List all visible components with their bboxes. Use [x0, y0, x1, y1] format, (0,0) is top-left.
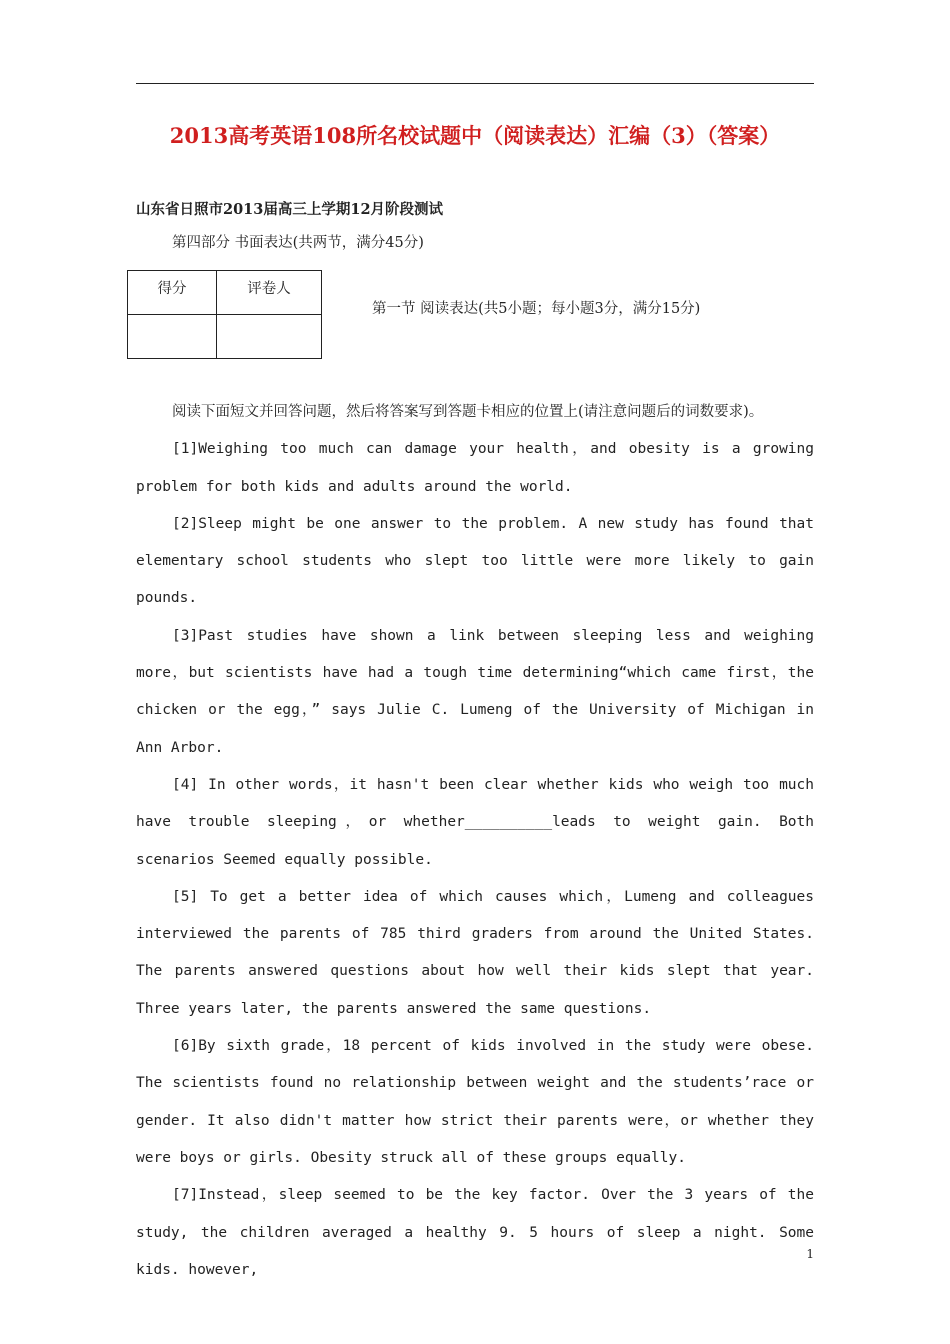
part-four-heading: 第四部分 书面表达(共两节，满分45分): [172, 235, 424, 251]
reading-passage: [136, 394, 814, 1289]
page-title: 2013高考英语108所名校试题中（阅读表达）汇编（3）（答案）: [169, 123, 781, 148]
school-heading: 山东省日照市2013届高三上学期12月阶段测试: [136, 201, 444, 218]
score-header: 得分: [128, 271, 217, 315]
grader-cell[interactable]: [217, 315, 322, 359]
score-box: [127, 270, 322, 359]
paragraph-6: [6]By sixth grade，18 percent of kids involved in the study were obese. The scientists found no relationship between weight and the students’race or gender. It also didn't matter how strict their parents were，or whether they were boys or girls. Obesity struck all of these groups equally.: [136, 1038, 814, 1166]
instruction-text: 阅读下面短文并回答问题，然后将答案写到答题卡相应的位置上(请注意问题后的词数要求)。: [172, 404, 764, 420]
page-number: 1: [806, 1247, 814, 1261]
score-cell[interactable]: [128, 315, 217, 359]
top-rule: [136, 83, 814, 84]
paragraph-5: [5] To get a better idea of which causes which，Lumeng and colleagues interviewed the parents of 785 third graders from around the United States. The parents answered questions about how well their kids slept that year. Three years later, the parents answered the same questions.: [136, 888, 814, 1017]
paragraph-3: [3]Past studies have shown a link between sleeping less and weighing more，but scientists have had a tough time determining“which came first，the chicken or the egg，” says Julie C. Lumeng of the University of Michigan in Ann Arbor.: [136, 627, 814, 756]
section-one-heading: 第一节 阅读表达(共5小题；每小题3分，满分15分): [372, 301, 701, 317]
grader-header: 评卷人: [217, 271, 322, 315]
paragraph-1: [1]Weighing too much can damage your health，and obesity is a growing problem for both kids and adults around the world.: [136, 441, 814, 495]
paragraph-4: [4] In other words，it hasn't been clear whether kids who weigh too much have trouble sleeping，or whether__________leads to weight gain. Both scenarios Seemed equally possible.: [136, 776, 814, 868]
paragraph-7: [7]Instead，sleep seemed to be the key factor. Over the 3 years of the study, the children averaged a healthy 9. 5 hours of sleep a night. Some kids. however,: [136, 1187, 814, 1278]
paragraph-2: [2]Sleep might be one answer to the problem. A new study has found that elementary school students who slept too little were more likely to gain pounds.: [136, 515, 814, 607]
